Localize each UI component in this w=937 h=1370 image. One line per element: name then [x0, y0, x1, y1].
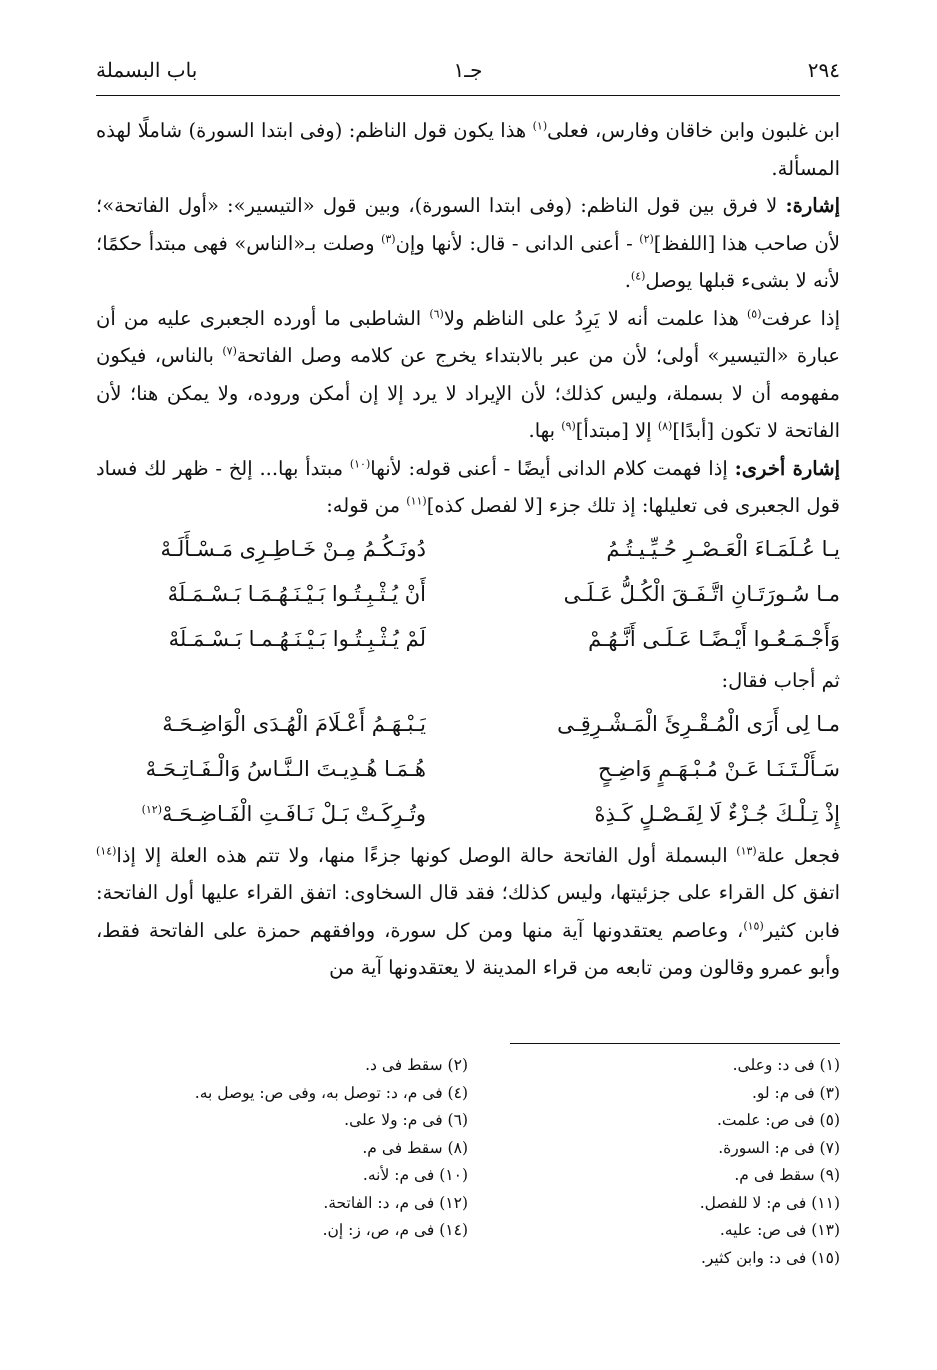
footnote: (١٣) فى ص: عليه. — [719, 1221, 840, 1239]
note-label: إشارة أخرى: — [734, 456, 840, 480]
verse-line: سَـأَلْـتَـنَـا عَـنْ مُـبْـهَـمٍ وَاضِـحٍ هُـمَـا هُـدِيـتَ الـنَّـاسُ وَالْـفَـاتِـحَـهْ — [145, 756, 840, 781]
footnote: (٤) فى م، د: توصل به، وفى ص: يوصل به. — [194, 1083, 468, 1102]
footnote: (٦) فى م: ولا على. — [344, 1111, 468, 1129]
footnote: (٨) سقط فى م. — [362, 1138, 468, 1157]
footnotes-odd — [468, 1052, 840, 1272]
verses-answer — [96, 702, 840, 837]
verse-line: مـا سُـورَتَـانِ اتَّـفَـقَ الْكُـلُّ عَـلَـى أَنْ يُـثْـبِـتُـوا بَـيْـنَـهُـمَـا بَـسْـمَـلَهْ — [167, 581, 840, 606]
verse-line: إِذْ تِـلْـكَ جُـزْءٌ لَا لِفَـصْـلٍ كَـذِهْ وتُـرِكَـتْ بَـلْ نَـافَـتِ الْفَـاضِـحَـهْ$^{(١٢)}$ — [141, 801, 840, 826]
footnotes — [96, 1052, 840, 1272]
running-header — [96, 58, 840, 88]
footnote: (١٢) فى م، د: الفاتحة. — [323, 1193, 468, 1212]
header-rule — [96, 95, 840, 96]
verses-question — [96, 527, 840, 662]
footnote: (٢) سقط فى د. — [365, 1056, 468, 1074]
chapter-title: باب البسملة — [96, 58, 198, 82]
note-label: إشارة: — [785, 194, 840, 217]
paragraph-2: إشارة: لا فرق بين قول الناظم: (وفى ابتدا السورة)، وبين قول «التيسير»: «أول الفاتحة»؛ لأن صاحب هذا [اللفظ]$^{(٢)}$ - أعنى الدانى - قال: لأنها وإن$^{(٣)}$ وصلت بـ«الناس» فهى مبتدأ حكمًا؛ لأنه لا بشىء قبلها يوصل$^{(٤)}$. — [96, 194, 840, 292]
volume-label: جـ١ — [453, 58, 483, 82]
footnote: (١٤) فى م، ص، ز: إن. — [322, 1221, 468, 1239]
footnote: (٩) سقط فى م. — [734, 1166, 840, 1184]
verse-line: يـا عُـلَمَـاءَ الْعَـصْـرِ حُـيِّـيـتُـمُ دُونَـكُـمُ مِـنْ خَـاطِـرِى مَـسْـأَلَـهْ — [160, 536, 840, 561]
paragraph-3: إذا عرفت$^{(٥)}$ هذا علمت أنه لا يَرِدُ على الناظم ولا$^{(٦)}$ الشاطبى ما أورده الجعبرى عليه من أن عبارة «التيسير» أولى؛ لأن من عبر بالابتداء يخرج عن كلامه وصل الفاتحة$^{(٧)}$ بالناس، فيكون مفهومه أن لا بسملة، وليس كذلك؛ لأن الإيراد لا يرد إلا إن أمكن وروده، ولا يمكن هنا؛ لأن الفاتحة لا تكون [أبدًا]$^{(٨)}$ إلا [مبتدأ]$^{(٩)}$ بها. — [96, 306, 841, 442]
footnotes-even — [96, 1052, 468, 1272]
footnote: (٥) فى ص: علمت. — [717, 1111, 840, 1129]
paragraph-5: فجعل علة$^{(١٣)}$ البسملة أول الفاتحة حالة الوصل كونها جزءًا منها، ولا تتم هذه العلة إلا إذا$^{(١٤)}$ اتفق كل القراء على جزئيتها، وليس كذلك؛ فقد قال السخاوى: اتفق القراء عليها أول الفاتحة: فابن كثير$^{(١٥)}$، وعاصم يعتقدونها آية منها ومن كل سورة، ووافقهم حمزة على الفاتحة فقط، وأبو عمرو وقالون ومن تابعه من قراء المدينة لا يعتقدونها آية من — [96, 843, 840, 979]
footnote: (١١) فى م: لا للفصل. — [699, 1193, 840, 1212]
footnote: (١٠) فى م: لأنه. — [362, 1166, 468, 1184]
verse-line: مـا لِى أَرَى الْمُـقْـرِئَ الْمَـشْـرِقِـى يَـبْـهَـمُ أَعْـلَامَ الْهُـدَى الْوَاضِـحَـهْ — [162, 711, 840, 736]
main-text — [96, 112, 840, 987]
footnote: (١٥) فى د: وابن كثير. — [700, 1248, 840, 1267]
footnote: (٣) فى م: لو. — [751, 1083, 840, 1102]
footnote: (١) فى د: وعلى. — [732, 1056, 840, 1074]
paragraph-1: ابن غلبون وابن خاقان وفارس، فعلى$^{(١)}$ هذا يكون قول الناظم: (وفى ابتدا السورة) شاملًا لهذه المسألة. — [96, 119, 840, 180]
page-number: ٢٩٤ — [807, 58, 840, 82]
footnote-rule — [510, 1043, 840, 1044]
verse-line: وَأَجْـمَـعُـوا أَيْـضًـا عَـلَـى أَنَّـهُـمْ لَمْ يُـثْـبِـتُـوا بَـيْـنَـهُـمـا بَـسْـمَـلَهْ — [168, 626, 840, 651]
verses-intro: ثم أجاب فقال: — [721, 668, 840, 692]
paragraph-4: إشارة أخرى: إذا فهمت كلام الدانى أيضًا - أعنى قوله: لأنها$^{(١٠)}$ مبتدأ بها... إلخ - ظهر لك فساد قول الجعبرى فى تعليلها: إذ تلك جزء [لا لفصل كذه]$^{(١١)}$ من قوله: — [96, 456, 840, 517]
footnote: (٧) فى م: السورة. — [718, 1138, 840, 1157]
